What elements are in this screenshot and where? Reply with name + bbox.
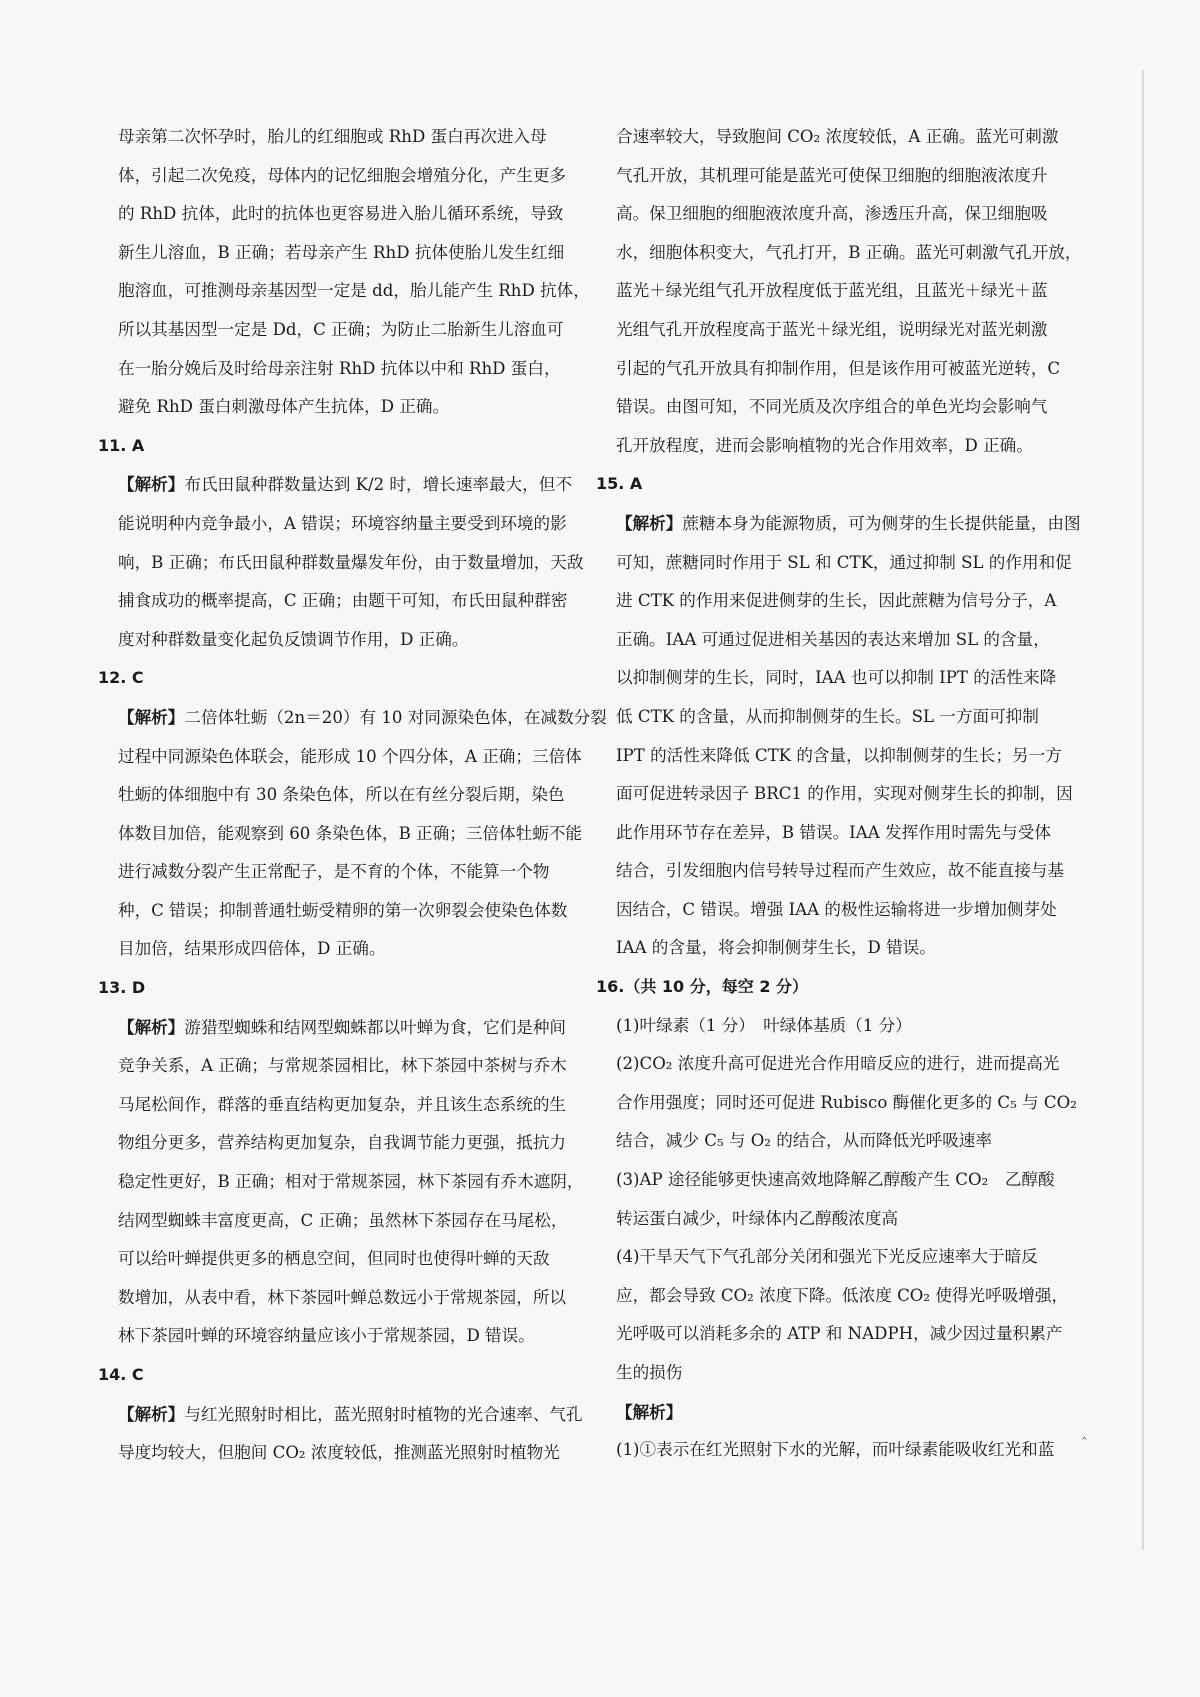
text-line: 进行减数分裂产生正常配子，是不育的个体，不能算一个物 bbox=[118, 862, 550, 882]
text-line: 正确。IAA 可通过促进相关基因的表达来增加 SL 的含量， bbox=[616, 629, 1050, 649]
text-line: 此作用环节存在差异，B 错误。IAA 发挥作用时需先与受体 bbox=[616, 822, 1051, 842]
text-line: 体数目加倍，能观察到 60 条染色体，B 正确；三倍体牡蛎不能 bbox=[118, 823, 582, 843]
text-line: 转运蛋白减少，叶绿体内乙醇酸浓度高 bbox=[616, 1208, 899, 1228]
right-column bbox=[596, 118, 1090, 1470]
text-line: 合作用强度；同时还可促进 Rubisco 酶催化更多的 C₅ 与 CO₂ bbox=[616, 1092, 1077, 1112]
analysis-tag: 【解析】 bbox=[616, 512, 683, 533]
question-15-analysis bbox=[596, 504, 1090, 968]
text-line: 可以给叶蝉提供更多的栖息空间，但同时也使得叶蝉的天敌 bbox=[118, 1249, 550, 1269]
text-line: 的 RhD 抗体，此时的抗体也更容易进入胎儿循环系统，导致 bbox=[118, 204, 564, 224]
text-segment: 游猎型蜘蛛和结网型蜘蛛都以叶蝉为食，它们是种间 bbox=[184, 1017, 567, 1037]
text-line bbox=[118, 698, 607, 738]
question-13-analysis bbox=[98, 1008, 584, 1356]
q10-continued-analysis bbox=[98, 118, 590, 427]
text-line: 面可促进转录因子 BRC1 的作用，实现对侧芽生长的抑制，因 bbox=[616, 784, 1073, 804]
text-line: 水，细胞体积变大，气孔打开，B 正确。蓝光可刺激气孔开放， bbox=[616, 242, 1082, 262]
text-line: 高。保卫细胞的细胞液浓度升高，渗透压升高，保卫细胞吸 bbox=[616, 204, 1048, 224]
analysis-tag: 【解析】 bbox=[616, 1401, 683, 1422]
analysis-tag: 【解析】 bbox=[118, 1403, 185, 1424]
page-edge-shadow bbox=[1142, 70, 1144, 1550]
question-16-number: 16.（共 10 分，每空 2 分） bbox=[596, 977, 809, 997]
text-segment: 布氏田鼠种群数量达到 K/2 时，增长速率最大，但不 bbox=[184, 475, 572, 495]
text-line: 避免 RhD 蛋白刺激母体产生抗体，D 正确。 bbox=[118, 397, 450, 417]
analysis-tag: 【解析】 bbox=[118, 1016, 185, 1037]
question-14-number: 14. C bbox=[98, 1365, 144, 1384]
text-line: (4)干旱天气下气孔部分关闭和强光下光反应速率大于暗反 bbox=[616, 1247, 1038, 1267]
text-segment: 与红光照射时相比，蓝光照射时植物的光合速率、气孔 bbox=[184, 1404, 583, 1424]
text-line: (2)CO₂ 浓度升高可促进光合作用暗反应的进行，进而提高光 bbox=[616, 1054, 1060, 1074]
text-line: 数增加，从表中看，林下茶园叶蝉总数远小于常规茶园，所以 bbox=[118, 1287, 567, 1307]
text-line: 度对种群数量变化起负反馈调节作用，D 正确。 bbox=[118, 629, 469, 649]
text-line: 林下茶园叶蝉的环境容纳量应该小于常规茶园，D 错误。 bbox=[118, 1326, 535, 1346]
text-line bbox=[118, 1008, 568, 1048]
text-line: 导度均较大，但胞间 CO₂ 浓度较低，推测蓝光照射时植物光 bbox=[118, 1443, 560, 1463]
text-line: 蓝光＋绿光组气孔开放程度低于蓝光组，且蓝光＋绿光＋蓝 bbox=[616, 281, 1048, 301]
text-line: 胞溶血，可推测母亲基因型一定是 dd，胎儿能产生 RhD 抗体， bbox=[118, 281, 590, 301]
text-line: 进 CTK 的作用来促进侧芽的生长，因此蔗糖为信号分子，A bbox=[616, 591, 1057, 611]
text-line: (3)AP 途径能够更快速高效地降解乙醇酸产生 CO₂ 乙醇酸 bbox=[616, 1170, 1055, 1190]
question-16-answers bbox=[596, 1007, 1090, 1470]
text-line: (1)叶绿素（1 分） 叶绿体基质（1 分） bbox=[616, 1015, 912, 1035]
question-11-number: 11. A bbox=[98, 435, 145, 455]
text-line: IPT 的活性来降低 CTK 的含量，以抑制侧芽的生长；另一方 bbox=[616, 745, 1062, 765]
text-line: 捕食成功的概率提高，C 正确；由题干可知，布氏田鼠种群密 bbox=[118, 591, 568, 611]
text-line: 生的损伤 bbox=[616, 1363, 683, 1382]
question-11-analysis bbox=[98, 465, 584, 659]
analysis-tag: 【解析】 bbox=[118, 706, 185, 727]
text-line: IAA 的含量，将会抑制侧芽生长，D 错误。 bbox=[616, 938, 936, 958]
text-line: (1)①表示在红光照射下水的光解，而叶绿素能吸收红光和蓝 bbox=[616, 1440, 1055, 1460]
text-line: 孔开放程度，进而会影响植物的光合作用效率，D 正确。 bbox=[616, 435, 1033, 455]
left-column bbox=[98, 118, 607, 1473]
analysis-tag: 【解析】 bbox=[118, 474, 185, 495]
text-line: 新生儿溶血，B 正确；若母亲产生 RhD 抗体使胎儿发生红细 bbox=[118, 242, 565, 262]
text-line: 以抑制侧芽的生长，同时，IAA 也可以抑制 IPT 的活性来降 bbox=[616, 668, 1057, 688]
text-line bbox=[118, 1395, 583, 1435]
q14-continued-analysis bbox=[596, 118, 1090, 465]
text-segment: 蔗糖本身为能源物质，可为侧芽的生长提供能量，由图 bbox=[682, 513, 1081, 533]
text-line bbox=[616, 504, 1090, 544]
text-line: 因结合，C 错误。增强 IAA 的极性运输将进一步增加侧芽处 bbox=[616, 899, 1057, 919]
text-line: 低 CTK 的含量，从而抑制侧芽的生长。SL 一方面可抑制 bbox=[616, 706, 1039, 726]
text-line: 合速率较大，导致胞间 CO₂ 浓度较低，A 正确。蓝光可刺激 bbox=[616, 127, 1059, 146]
text-line: 过程中同源染色体联会，能形成 10 个四分体，A 正确；三倍体 bbox=[118, 746, 582, 766]
text-line bbox=[118, 465, 572, 505]
text-line: 竞争关系，A 正确；与常规茶园相比，林下茶园中茶树与乔木 bbox=[118, 1056, 567, 1076]
text-line: 错误。由图可知，不同光质及次序组合的单色光均会影响气 bbox=[616, 397, 1048, 417]
text-line: 光组气孔开放程度高于蓝光＋绿光组，说明绿光对蓝光刺激 bbox=[616, 319, 1048, 339]
question-13-number: 13. D bbox=[98, 978, 146, 998]
text-line: 光呼吸可以消耗多余的 ATP 和 NADPH，减少因过量积累产 bbox=[616, 1324, 1063, 1344]
text-line: 种，C 错误；抑制普通牡蛎受精卵的第一次卵裂会使染色体数 bbox=[118, 900, 568, 920]
text-line: 目加倍，结果形成四倍体，D 正确。 bbox=[118, 939, 386, 959]
text-line: 物组分更多，营养结构更加复杂，自我调节能力更强，抵抗力 bbox=[118, 1133, 567, 1153]
text-line: 母亲第二次怀孕时，胎儿的红细胞或 RhD 蛋白再次进入母 bbox=[118, 127, 547, 146]
text-line: 体，引起二次免疫，母体内的记忆细胞会增殖分化，产生更多 bbox=[118, 165, 567, 185]
text-line: 在一胎分娩后及时给母亲注射 RhD 抗体以中和 RhD 蛋白， bbox=[118, 358, 561, 378]
text-segment: 二倍体牡蛎（2n＝20）有 10 对同源染色体，在减数分裂 bbox=[184, 707, 607, 727]
question-14-analysis bbox=[98, 1395, 583, 1473]
caret-mark-icon: ‸ bbox=[1082, 1424, 1087, 1440]
question-12-analysis bbox=[98, 698, 607, 969]
question-12-number: 12. C bbox=[98, 668, 144, 688]
question-15-number: 15. A bbox=[596, 474, 643, 494]
text-line: 可知，蔗糖同时作用于 SL 和 CTK，通过抑制 SL 的作用和促 bbox=[616, 552, 1072, 572]
text-line: 马尾松间作，群落的垂直结构更加复杂，并且该生态系统的生 bbox=[118, 1094, 567, 1114]
text-line: 响，B 正确；布氏田鼠种群数量爆发年份，由于数量增加，天敌 bbox=[118, 552, 584, 572]
text-line: 结合，减少 C₅ 与 O₂ 的结合，从而降低光呼吸速率 bbox=[616, 1131, 992, 1151]
text-line: 应，都会导致 CO₂ 浓度下降。低浓度 CO₂ 使得光呼吸增强， bbox=[616, 1285, 1069, 1305]
text-line: 牡蛎的体细胞中有 30 条染色体，所以在有丝分裂后期，染色 bbox=[118, 785, 565, 805]
text-line: 气孔开放，其机理可能是蓝光可使保卫细胞的细胞液浓度升 bbox=[616, 165, 1048, 185]
text-line: 引起的气孔开放具有抑制作用，但是该作用可被蓝光逆转，C bbox=[616, 358, 1061, 378]
text-line: 所以其基因型一定是 Dd，C 正确；为防止二胎新生儿溶血可 bbox=[118, 319, 564, 339]
text-line: 稳定性更好，B 正确；相对于常规茶园，林下茶园有乔木遮阴， bbox=[118, 1172, 584, 1192]
text-line: 结合，引发细胞内信号转导过程而产生效应，故不能直接与基 bbox=[616, 861, 1065, 881]
text-line: 结网型蜘蛛丰富度更高，C 正确；虽然林下茶园存在马尾松， bbox=[118, 1210, 568, 1230]
text-line: 能说明种内竞争最小，A 错误；环境容纳量主要受到环境的影 bbox=[118, 513, 567, 533]
